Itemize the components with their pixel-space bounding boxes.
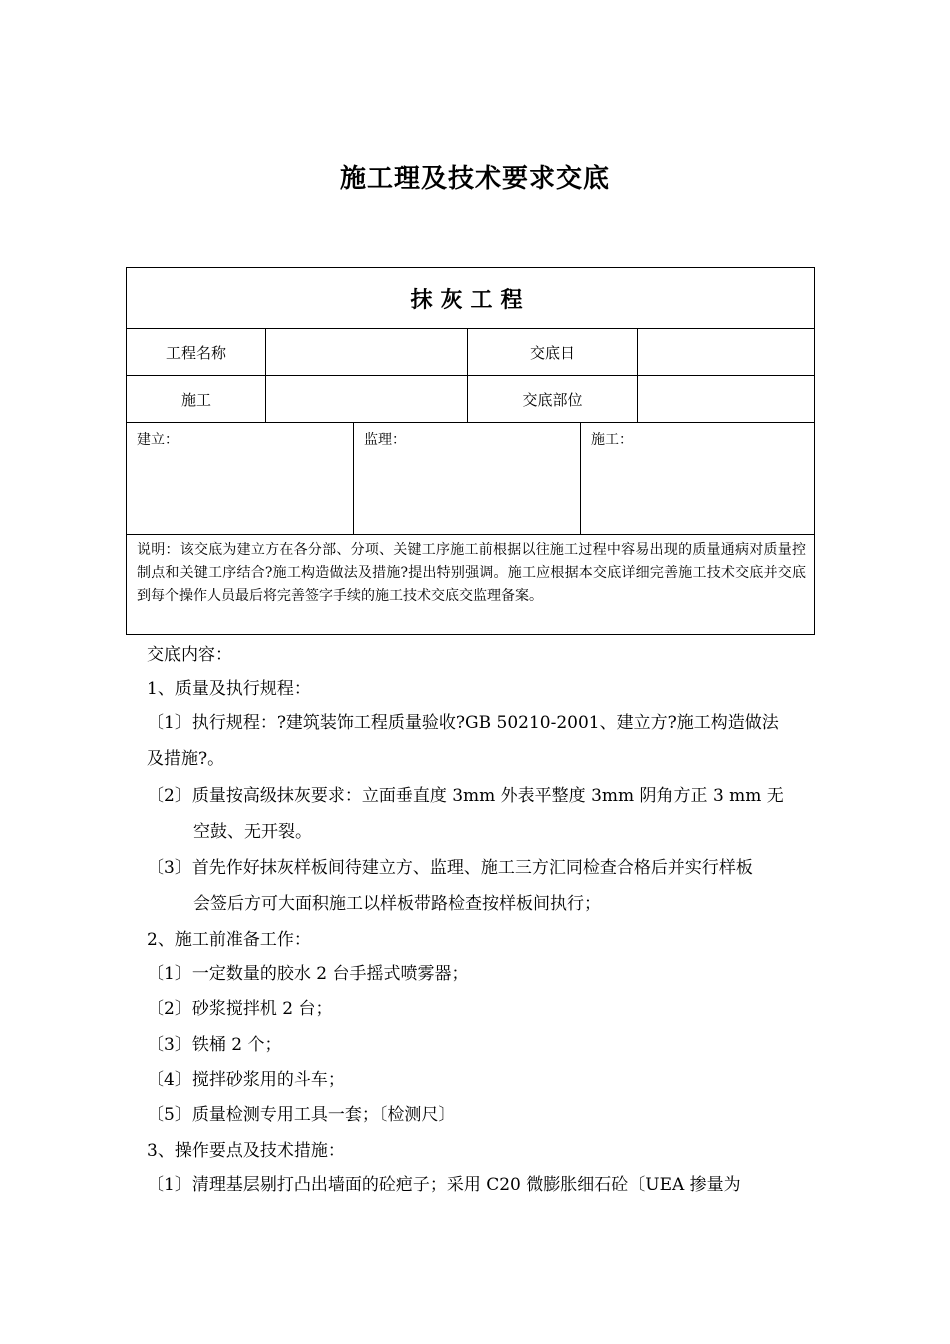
- handover-location-field[interactable]: [638, 376, 816, 422]
- owner-signature-label: 建立：: [137, 432, 179, 448]
- section-1-item-2: 〔2〕质量按高级抹灰要求：立面垂直度 3mm 外表平整度 3mm 阴角方正 3 mm 无: [147, 786, 784, 806]
- contractor-signature-label: 施工：: [591, 432, 633, 448]
- project-name-field[interactable]: [266, 329, 468, 375]
- section-3-title: 3、操作要点及技术措施：: [147, 1141, 345, 1161]
- contractor-signature-cell[interactable]: [581, 423, 816, 534]
- section-1-item-3-cont: 会签后方可大面积施工以样板带路检查按样板间执行；: [193, 894, 601, 914]
- form-row-signatures: [127, 423, 814, 535]
- section-2-item-4: 〔4〕搅拌砂浆用的斗车；: [147, 1070, 345, 1090]
- form-row-note: [127, 535, 814, 635]
- section-1-item-2-cont: 空鼓、无开裂。: [193, 822, 312, 842]
- section-2-item-5: 〔5〕质量检测专用工具一套；〔检测尺〕: [147, 1105, 456, 1125]
- section-2-item-1: 〔1〕一定数量的胶水 2 台手摇式喷雾器；: [147, 964, 469, 984]
- section-2-item-3: 〔3〕铁桶 2 个；: [147, 1035, 282, 1055]
- section-1-item-3: 〔3〕首先作好抹灰样板间待建立方、监理、施工三方汇同检查合格后并实行样板: [147, 858, 753, 878]
- project-name-label: 工程名称: [127, 329, 266, 375]
- section-2-item-2: 〔2〕砂浆搅拌机 2 台；: [147, 999, 333, 1019]
- handover-date-label: 交底日: [468, 329, 638, 375]
- section-1-item-1: 〔1〕执行规程：?建筑装饰工程质量验收?GB 50210-2001、建立方?施工构造做法: [147, 713, 779, 733]
- construction-label: 施工: [127, 376, 266, 422]
- form-header: 抹灰工程: [410, 287, 531, 313]
- supervisor-signature-label: 监理：: [364, 432, 406, 448]
- form-row-project: [127, 329, 814, 376]
- form-header-row: [127, 268, 814, 329]
- content-intro: 交底内容：: [147, 645, 232, 665]
- section-1-item-1-cont: 及措施?。: [147, 749, 225, 769]
- section-2-title: 2、施工前准备工作：: [147, 930, 311, 950]
- owner-signature-cell[interactable]: [127, 423, 354, 534]
- construction-field[interactable]: [266, 376, 468, 422]
- section-3-item-1: 〔1〕清理基层剔打凸出墙面的砼疤子；采用 C20 微膨胀细石砼〔UEA 掺量为: [147, 1175, 741, 1195]
- handover-form: [126, 267, 815, 635]
- supervisor-signature-cell[interactable]: [354, 423, 581, 534]
- section-1-title: 1、质量及执行规程：: [147, 679, 311, 699]
- form-note: 说明：该交底为建立方在各分部、分项、关键工序施工前根据以往施工过程中容易出现的质量通病对质量控制点和关键工序结合?施工构造做法及措施?提出特别强调。施工应根据本交底详细完善施工技术交底并交底到每个操作人员最后将完善签字手续的施工技术交底交监理备案。: [137, 542, 806, 604]
- page-title: 施工理及技术要求交底: [339, 164, 610, 194]
- handover-date-field[interactable]: [638, 329, 816, 375]
- handover-location-label: 交底部位: [468, 376, 638, 422]
- form-row-construction: [127, 376, 814, 423]
